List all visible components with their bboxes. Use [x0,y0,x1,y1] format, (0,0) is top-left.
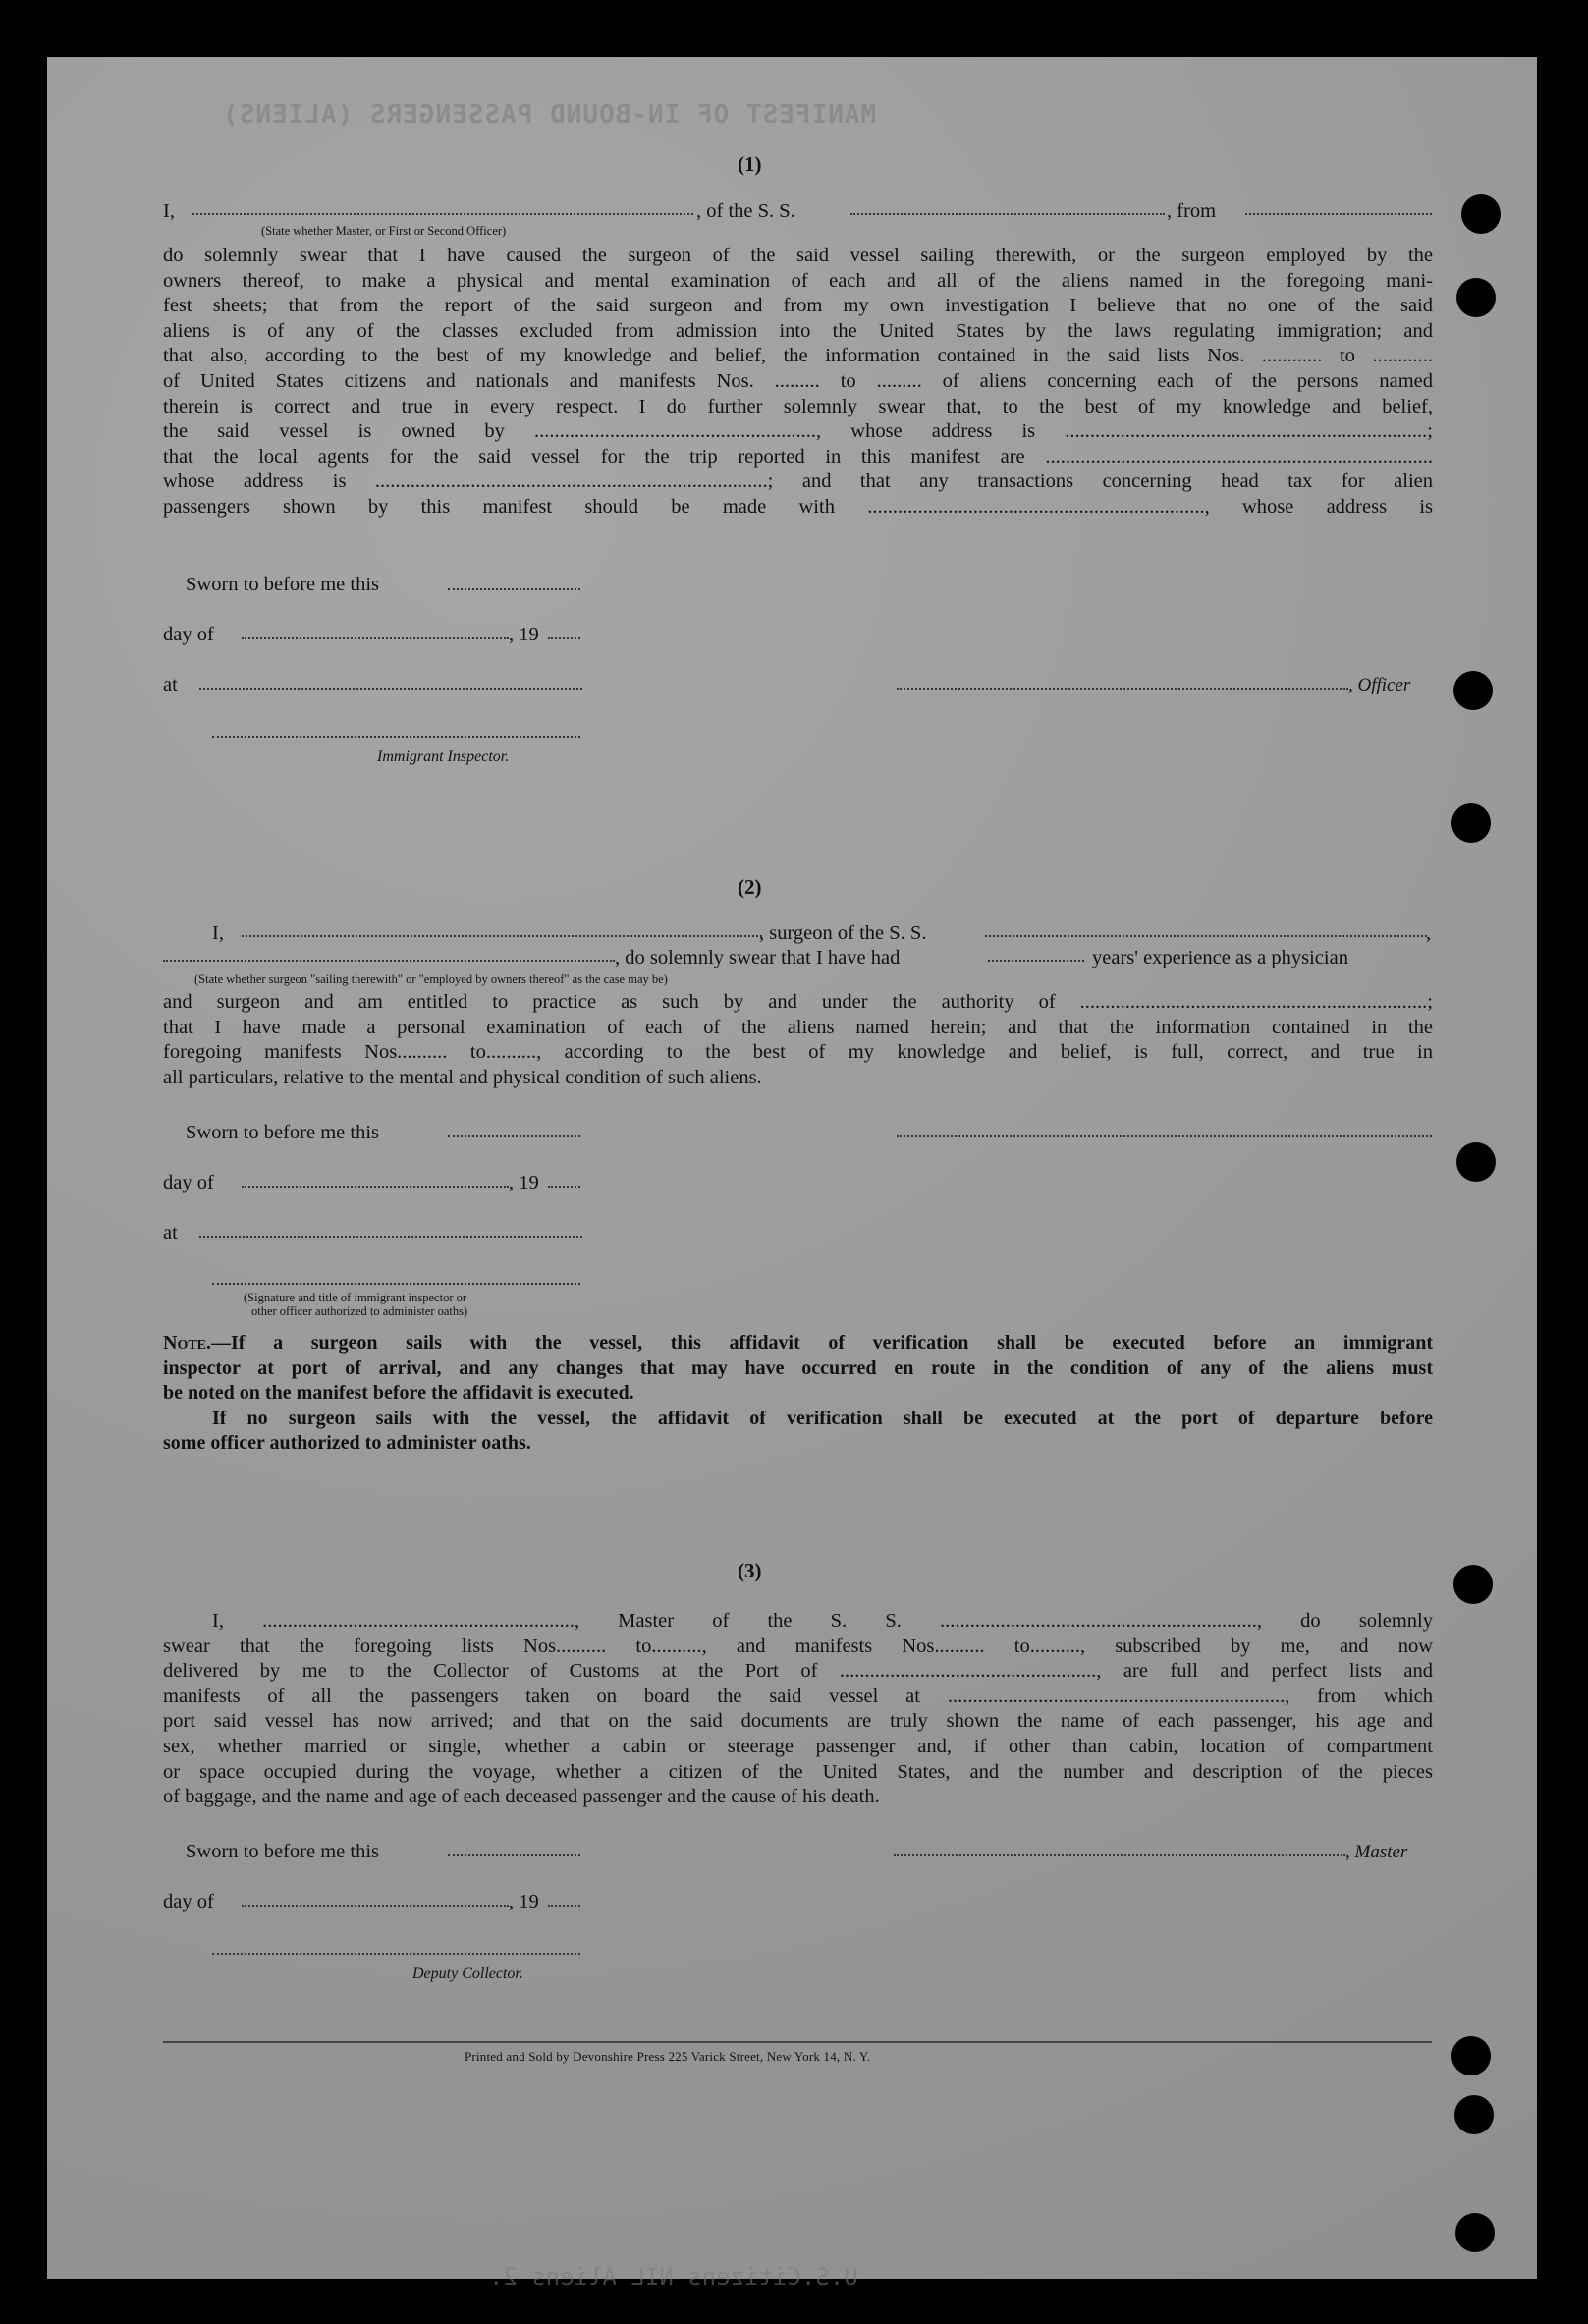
section-3-number: (3) [738,1559,762,1582]
s2-surgeon-sig-field[interactable] [897,1134,1432,1137]
s1-oath-text [163,244,1433,521]
s1-officer-field[interactable] [192,212,693,215]
s2-years: years' experience as a physician [1092,947,1348,968]
s2-note-line: inspector at port of arrival, and any changes that may have occurred en route in the condition of any of the aliens must [163,1356,1433,1379]
s2-nineteen: , 19 [509,1172,539,1193]
binder-hole [1461,194,1501,234]
section-2-number: (2) [738,875,762,899]
s2-line: that I have made a personal examination of each of the aliens named herein; and that the information contained in the [163,1016,1433,1038]
s1-from-field[interactable] [1245,212,1432,215]
binder-hole [1456,1142,1496,1182]
note-label: Note. [163,1332,212,1354]
s2-vessel-field[interactable] [985,934,1427,937]
s2-swear: , do solemnly swear that I have had [615,947,901,968]
s2-comma: , [1426,922,1432,944]
s3-day-field[interactable] [242,1904,509,1907]
s2-note [163,1331,1433,1457]
s3-day-of: day of [163,1891,214,1912]
binder-hole [1453,671,1493,710]
s2-note-line: If no surgeon sails with the vessel, the affidavit of verification shall be executed at the port of departure before [212,1407,1433,1429]
s1-line: that the local agents for the said vessel for the trip reported in this manifest are ............................................................................. [163,445,1433,468]
s1-line: the said vessel is owned by ........................................................, whose address is ........................................................................; [163,420,1433,443]
s1-sworn: Sworn to before me this [186,574,379,595]
s1-day-of: day of [163,624,214,645]
s2-sworn: Sworn to before me this [186,1122,379,1143]
binder-hole [1455,2213,1495,2252]
s2-note-line [163,1331,1433,1356]
s1-line: that also, according to the best of my knowledge and belief, the information contained in the said lists Nos. ............ to ............ [163,345,1433,367]
s3-nineteen: , 19 [509,1891,539,1912]
s2-sig-note-1: (Signature and title of immigrant inspector or [244,1291,467,1304]
s2-name-field[interactable] [242,934,762,937]
s2-line: foregoing manifests Nos.......... to.........., according to the best of my knowledge and belief, is full, correct, and true in [163,1041,1433,1064]
s2-oath-text [163,990,1433,1090]
s3-line: delivered by me to the Collector of Customs at the Port of ..................................................., are full and perfect lists and [163,1660,1433,1683]
s2-surgeon-of: , surgeon of the S. S. [759,922,927,944]
s3-line: or space occupied during the voyage, whether a citizen of the United States, and the number and description of the pieces [163,1760,1433,1783]
s1-line: aliens is of any of the classes excluded from admission into the United States by the laws regulating immigration; and [163,319,1433,342]
s3-master-label: , Master [1345,1842,1408,1862]
s3-sworn-field[interactable] [448,1854,580,1856]
s1-officer-label: , Officer [1348,675,1411,695]
note-text: —If a surgeon sails with the vessel, this affidavit of verification shall be executed before an immigrant [211,1332,1433,1354]
s3-line: of baggage, and the name and age of each deceased passenger and the cause of his death. [163,1786,880,1808]
s2-note-line: some officer authorized to administer oaths. [163,1432,531,1455]
s1-officer-sig-field[interactable] [897,687,1348,690]
s2-at: at [163,1222,178,1244]
s1-from: , from [1167,200,1217,222]
s3-master-sig-field[interactable] [894,1854,1345,1856]
s3-line: manifests of all the passengers taken on board the said vessel at ..................................................................., from which [163,1685,1433,1707]
s2-years-field[interactable] [988,959,1084,962]
binder-hole [1453,1565,1493,1604]
s1-inspector-sig-field[interactable] [212,735,580,738]
s1-officer-note: (State whether Master, or First or Second Officer) [261,224,507,238]
s3-year-field[interactable] [548,1904,580,1907]
s1-line: of United States citizens and nationals and manifests Nos. ......... to ......... of aliens concerning each of the persons named [163,369,1433,392]
s1-line: do solemnly swear that I have caused the surgeon of the said vessel sailing therewith, or the surgeon employed by the [163,245,1433,266]
s1-line: fest sheets; that from the report of the said surgeon and from my own investigation I believe that no one of the said [163,295,1433,317]
s1-line: whose address is ..............................................................................; and that any transactions concerning head tax for alien [163,470,1433,493]
s1-at-field[interactable] [199,687,582,690]
bleed-header: MANIFEST OF IN-BOUND PASSENGERS (ALIENS) [222,100,877,130]
s2-surgeon-note: (State whether surgeon "sailing therewith" or "employed by owners thereof" as the case may be) [194,972,668,986]
s2-day-of: day of [163,1172,214,1193]
document-page [47,57,1537,2291]
s1-i: I, [163,200,175,222]
s3-line: I, .............................................................., Master of the S. S. ..............................................................., do solemnly [212,1610,1433,1632]
s2-surgeon-field[interactable] [163,959,615,962]
s1-of-ss: , of the S. S. [696,200,795,222]
s2-at-field[interactable] [199,1235,582,1238]
s1-year-field[interactable] [548,636,580,639]
binder-hole [1451,2036,1491,2075]
s3-line: sex, whether married or single, whether a cabin or steerage passenger and, if other than cabin, location of compartment [163,1735,1433,1757]
s1-line: therein is correct and true in every respect. I do further solemnly swear that, to the best of my knowledge and belief, [163,395,1433,417]
s3-collector-sig-field[interactable] [212,1952,580,1955]
binder-hole [1456,278,1496,317]
s1-sworn-field[interactable] [448,587,580,590]
s1-nineteen: , 19 [509,624,539,645]
s1-line: passengers shown by this manifest should be made with ..................................................................., whose address is [163,495,1433,518]
s2-i: I, [212,922,224,944]
s3-collector-label: Deputy Collector. [412,1965,523,1982]
s1-day-field[interactable] [242,636,509,639]
s2-day-field[interactable] [242,1185,509,1188]
s2-year-field[interactable] [548,1185,580,1188]
binder-hole [1451,803,1491,843]
printer-imprint: Printed and Sold by Devonshire Press 225 Varick Street, New York 14, N. Y. [465,2049,871,2064]
s3-oath-text [163,1609,1433,1810]
footer-rule [163,2041,1432,2043]
bleed-bottom: U.S.Citizens NIL Aliens 2. [489,2263,858,2291]
s2-sig-note-2: other officer authorized to administer oaths) [251,1304,468,1318]
s2-line: all particulars, relative to the mental and physical condition of such aliens. [163,1066,762,1088]
s2-inspector-sig-field[interactable] [212,1282,580,1285]
binder-hole [1454,2095,1494,2134]
s3-sworn: Sworn to before me this [186,1841,379,1862]
s3-line: port said vessel has now arrived; and that on the said documents are truly shown the name of each passenger, his age and [163,1710,1433,1733]
s2-note-line: be noted on the manifest before the affidavit is executed. [163,1382,634,1405]
s1-line: owners thereof, to make a physical and mental examination of each and all of the aliens named in the foregoing mani- [163,269,1433,292]
s2-line: and surgeon and am entitled to practice as such by and under the authority of .....................................................................; [163,991,1433,1013]
section-1-number: (1) [738,152,762,176]
s1-vessel-field[interactable] [850,212,1165,215]
s1-inspector-label: Immigrant Inspector. [377,748,510,765]
s3-line: swear that the foregoing lists Nos.......... to.........., and manifests Nos.......... to.........., subscribed by me, and now [163,1634,1433,1657]
s2-sworn-field[interactable] [448,1134,580,1137]
s1-at: at [163,674,178,695]
